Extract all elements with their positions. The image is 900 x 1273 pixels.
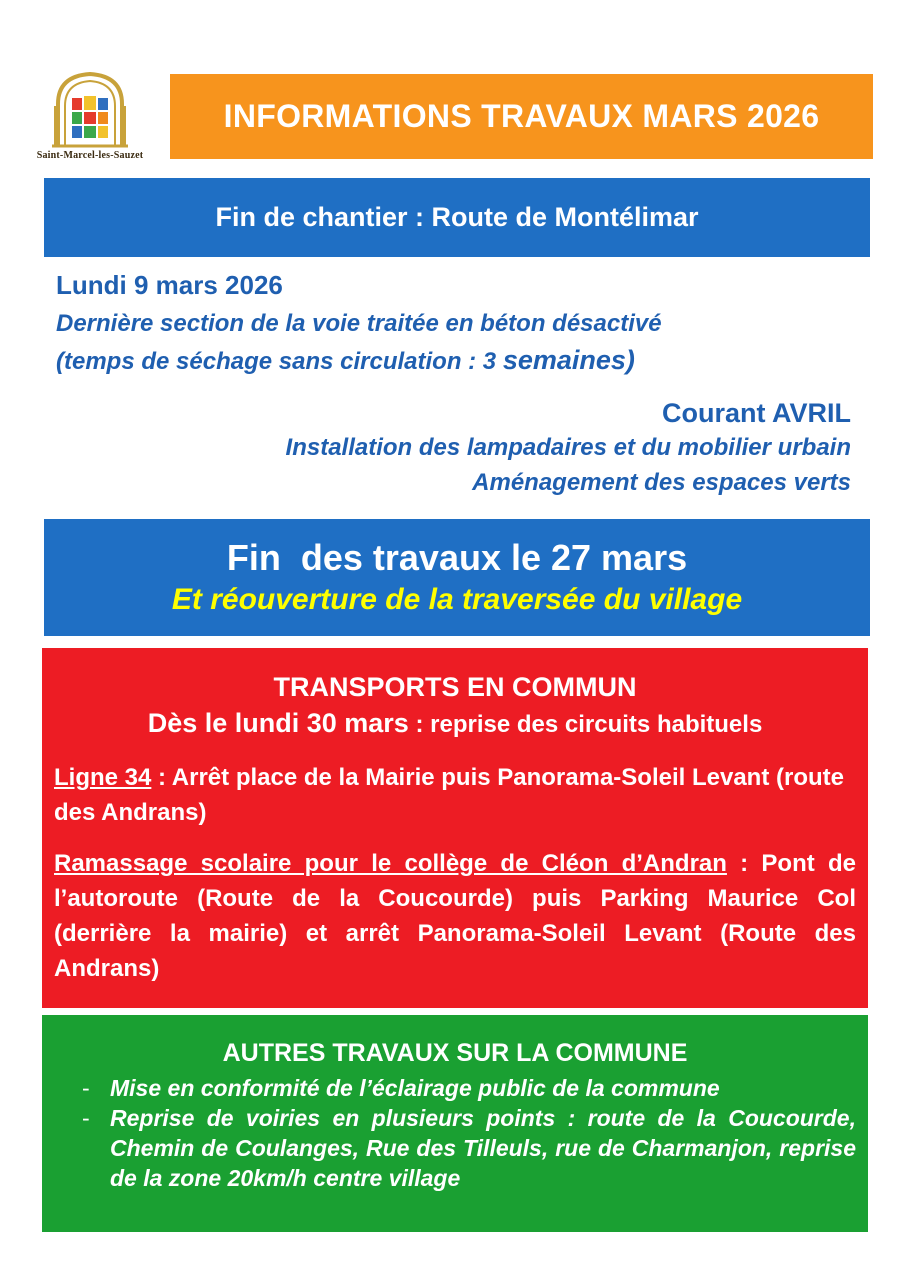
transports-subtitle	[42, 708, 868, 739]
ligne-34-paragraph	[54, 760, 856, 830]
list-item-text: Mise en conformité de l’éclairage public de la commune	[110, 1075, 720, 1101]
chantier-line-2	[56, 342, 662, 380]
avril-line-1: Installation des lampadaires et du mobilier urbain	[285, 434, 851, 461]
page-title: INFORMATIONS TRAVAUX MARS 2026	[170, 74, 873, 159]
ligne-34-text: : Arrêt place de la Mairie puis Panorama-Soleil Levant (route des Andrans)	[54, 764, 844, 826]
avril-line-2: Aménagement des espaces verts	[472, 469, 851, 496]
transports-box	[42, 648, 868, 1008]
chantier-line-2-part2: semaines)	[502, 345, 635, 375]
chantier-line-1: Dernière section de la voie traitée en béton désactivé	[56, 310, 662, 337]
chantier-date: Lundi 9 mars 2026	[56, 270, 283, 300]
autres-travaux-box	[42, 1015, 868, 1232]
chantier-description	[56, 306, 662, 380]
transports-reprise: : reprise des circuits habituels	[408, 711, 763, 738]
avril-title: Courant AVRIL	[662, 398, 851, 428]
town-logo-emblem	[28, 66, 152, 150]
transports-date: Dès le lundi 30 mars	[147, 708, 409, 738]
ramassage-label: Ramassage scolaire pour le collège de Cléon d’Andran	[54, 850, 727, 877]
avril-block	[286, 396, 851, 500]
transports-title: TRANSPORTS EN COMMUN	[273, 672, 637, 702]
fin-travaux-title: Fin des travaux le 27 mars	[226, 536, 688, 578]
fin-travaux-subtitle: Et réouverture de la traversée du village	[171, 582, 743, 616]
chantier-header: Fin de chantier : Route de Montélimar	[44, 178, 870, 257]
fin-travaux-box	[44, 519, 870, 636]
town-logo-wordmark: Saint-Marcel-les-Sauzet	[36, 150, 144, 161]
autres-travaux-title: AUTRES TRAVAUX SUR LA COMMUNE	[222, 1039, 688, 1067]
bullet-dash: -	[82, 1075, 90, 1101]
bullet-dash: -	[82, 1105, 90, 1131]
chantier-line-2-part1: (temps de séchage sans circulation : 3	[56, 348, 503, 375]
avril-lines	[286, 430, 851, 500]
ramassage-paragraph	[54, 846, 856, 986]
ramassage-text: : Pont de l’autoroute (Route de la Coucourde) puis Parking Maurice Col (derrière la mairie) et arrêt Panorama-Soleil Levant (Route des Andrans)	[54, 850, 857, 982]
list-item-text: Reprise de voiries en plusieurs points : route de la Coucourde, Chemin de Coulanges, Rue des Tilleuls, rue de Charmanjon, reprise de la zone 20km/h centre village	[110, 1105, 856, 1191]
ligne-34-label: Ligne 34	[54, 764, 152, 791]
